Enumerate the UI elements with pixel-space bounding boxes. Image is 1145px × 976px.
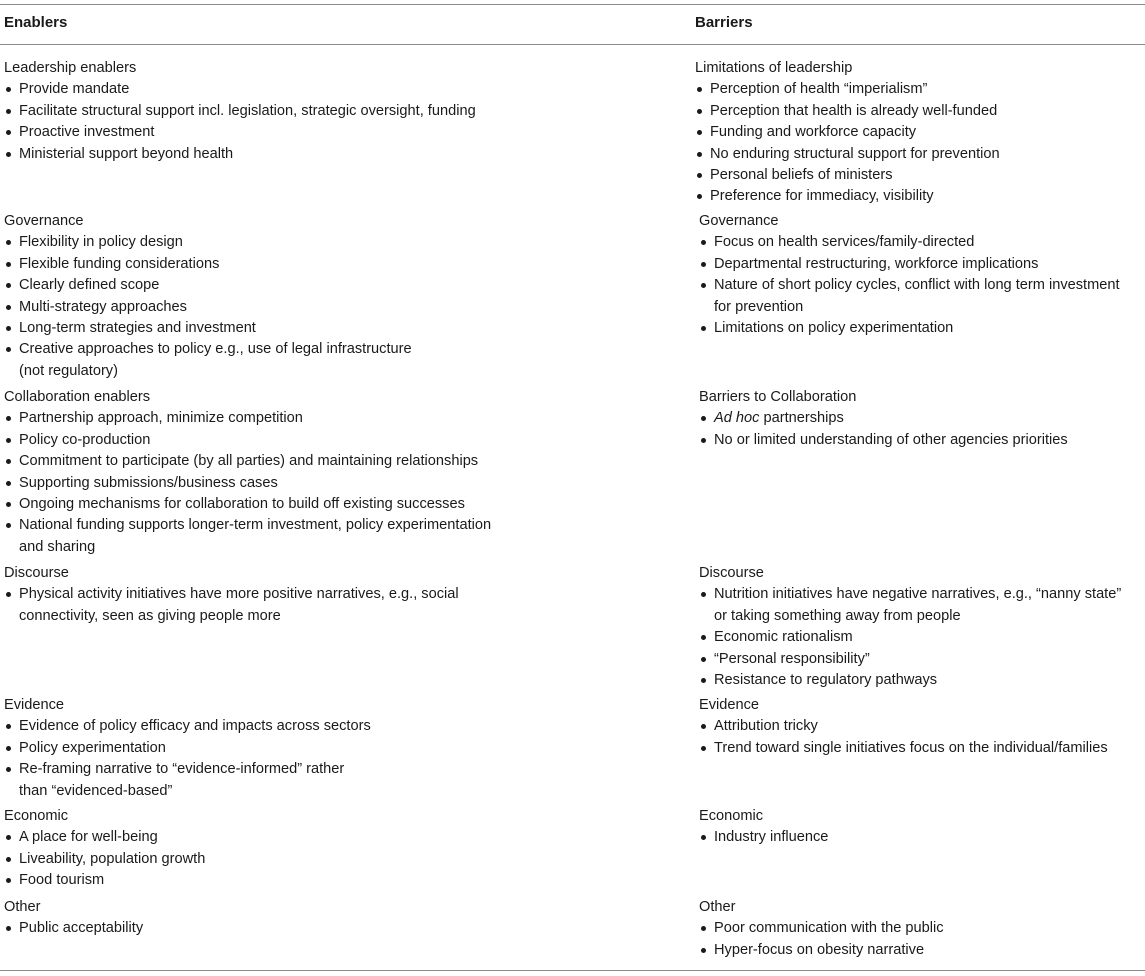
- bullet-list: [4, 918, 143, 939]
- list-item-text: Evidence of policy efficacy and impacts across sectors: [19, 718, 371, 735]
- list-item-text: Focus on health services/family-directed: [714, 234, 975, 251]
- list-item: [699, 649, 1121, 670]
- barriers-section-governance: [699, 211, 1120, 339]
- list-item: [4, 79, 476, 100]
- barriers-section-other: [699, 897, 944, 961]
- list-item: [4, 738, 371, 759]
- barriers-section-limitations-of-leadership: [695, 58, 1000, 208]
- section-heading: Limitations of leadership: [695, 60, 853, 76]
- list-item-text: Perception that health is already well-funded: [710, 102, 998, 119]
- list-item: [695, 122, 1000, 143]
- section-heading: Governance: [4, 213, 84, 229]
- list-item: [4, 827, 205, 848]
- enablers-column-header: Enablers: [4, 14, 68, 31]
- list-item-text: Hyper-focus on obesity narrative: [714, 941, 925, 958]
- bullet-list: [699, 716, 1108, 759]
- list-item: [699, 627, 1121, 648]
- barriers-section-discourse: [699, 563, 1121, 691]
- list-item-text: Nature of short policy cycles, conflict with long term investment: [714, 277, 1120, 294]
- header-rule: [0, 44, 1145, 45]
- top-rule: [0, 4, 1145, 5]
- list-item: [4, 870, 205, 891]
- section-heading: Evidence: [699, 697, 760, 713]
- bullet-list: [4, 827, 205, 891]
- section-heading: Economic: [699, 808, 764, 824]
- enablers-section-discourse: [4, 563, 459, 627]
- list-item: [699, 430, 1068, 451]
- list-item: [695, 144, 1000, 165]
- list-item: [4, 297, 412, 318]
- list-item-text: Ad hoc partnerships: [714, 410, 844, 427]
- bullet-list: [4, 408, 491, 558]
- list-item-text: No enduring structural support for prevention: [710, 145, 1000, 162]
- list-item-text: Policy co-production: [19, 431, 151, 448]
- list-item-text: A place for well-being: [19, 829, 158, 846]
- list-item-text: Provide mandate: [19, 81, 130, 98]
- bullet-list: [699, 584, 1121, 691]
- barriers-section-economic: [699, 806, 828, 849]
- list-item-text: Ministerial support beyond health: [19, 145, 234, 162]
- list-item-text: Commitment to participate (by all parties) and maintaining relationships: [19, 453, 479, 470]
- list-item: [699, 670, 1121, 691]
- list-item: [4, 918, 143, 939]
- list-item-text: Perception of health “imperialism”: [710, 81, 928, 98]
- list-item-text: Industry influence: [714, 829, 829, 846]
- list-item-text: Flexible funding considerations: [19, 255, 220, 272]
- list-item: [699, 275, 1120, 318]
- list-item-text: Physical activity initiatives have more positive narratives, e.g., social: [19, 586, 459, 603]
- bullet-list: [4, 584, 459, 627]
- list-item-text: and sharing: [19, 538, 96, 555]
- section-heading: Discourse: [699, 565, 764, 581]
- enablers-section-governance: [4, 211, 412, 382]
- list-item: [4, 318, 412, 339]
- list-item-text: Resistance to regulatory pathways: [714, 672, 938, 689]
- list-item-text: Economic rationalism: [714, 629, 853, 646]
- list-item-text: Preference for immediacy, visibility: [710, 188, 934, 205]
- list-item-text: Poor communication with the public: [714, 920, 944, 937]
- list-item: [699, 254, 1120, 275]
- list-item-text: Facilitate structural support incl. legislation, strategic oversight, funding: [19, 102, 476, 119]
- list-item: [699, 318, 1120, 339]
- section-heading: Collaboration enablers: [4, 389, 151, 405]
- list-item-text: Personal beliefs of ministers: [710, 167, 893, 184]
- list-item-text: Departmental restructuring, workforce implications: [714, 255, 1039, 272]
- list-item: [699, 408, 1068, 429]
- list-item-text: Liveability, population growth: [19, 850, 206, 867]
- list-item-text: Public acceptability: [19, 920, 144, 937]
- list-item-text: than “evidenced-based”: [19, 782, 173, 799]
- list-item: [695, 186, 1000, 207]
- list-item: [699, 918, 944, 939]
- list-item: [699, 232, 1120, 253]
- list-item-text: Re-framing narrative to “evidence-informed” rather: [19, 761, 345, 778]
- enablers-section-economic: [4, 806, 205, 892]
- list-item-text: Clearly defined scope: [19, 277, 160, 294]
- bullet-list: [4, 79, 476, 165]
- list-item-text: Flexibility in policy design: [19, 234, 183, 251]
- list-item-text: Ongoing mechanisms for collaboration to build off existing successes: [19, 496, 465, 513]
- list-item-text: Trend toward single initiatives focus on the individual/families: [714, 739, 1108, 756]
- bullet-list: [699, 408, 1068, 451]
- enablers-section-evidence: [4, 695, 371, 802]
- bullet-list: [699, 827, 828, 848]
- list-item-text: Limitations on policy experimentation: [714, 320, 954, 337]
- list-item-text: Creative approaches to policy e.g., use of legal infrastructure: [19, 341, 412, 358]
- list-item: [4, 759, 371, 802]
- list-item-text: Supporting submissions/business cases: [19, 474, 278, 491]
- list-item: [4, 584, 459, 627]
- section-heading: Governance: [699, 213, 779, 229]
- bullet-list: [695, 79, 1000, 207]
- list-item-text: connectivity, seen as giving people more: [19, 607, 281, 624]
- list-item: [4, 101, 476, 122]
- section-heading: Discourse: [4, 565, 69, 581]
- bottom-rule: [0, 970, 1145, 971]
- list-item: [4, 430, 491, 451]
- list-item-text: Multi-strategy approaches: [19, 298, 187, 315]
- list-item: [699, 716, 1108, 737]
- list-item: [699, 738, 1108, 759]
- list-item-text: National funding supports longer-term investment, policy experimentation: [19, 517, 492, 534]
- barriers-column-header: Barriers: [695, 14, 753, 31]
- enablers-section-other: [4, 897, 143, 940]
- list-item: [4, 473, 491, 494]
- list-item: [4, 494, 491, 515]
- barriers-section-evidence: [699, 695, 1108, 759]
- list-item: [4, 339, 412, 382]
- enablers-section-leadership-enablers: [4, 58, 476, 165]
- section-heading: Evidence: [4, 697, 65, 713]
- list-item-text: for prevention: [714, 298, 804, 315]
- list-item: [695, 101, 1000, 122]
- list-item-text: Nutrition initiatives have negative narratives, e.g., “nanny state”: [714, 586, 1122, 603]
- list-item: [699, 827, 828, 848]
- list-item: [695, 79, 1000, 100]
- section-heading: Economic: [4, 808, 69, 824]
- bullet-list: [4, 716, 371, 802]
- list-item-text: Food tourism: [19, 872, 105, 889]
- list-item: [4, 408, 491, 429]
- list-item: [4, 716, 371, 737]
- list-item-text: Partnership approach, minimize competition: [19, 410, 303, 427]
- bullet-list: [699, 918, 944, 961]
- list-item: [699, 584, 1121, 627]
- section-heading: Other: [699, 899, 736, 915]
- list-item: [699, 940, 944, 961]
- list-item-text: Long-term strategies and investment: [19, 320, 256, 337]
- section-heading: Other: [4, 899, 41, 915]
- list-item: [4, 451, 491, 472]
- list-item-text: Proactive investment: [19, 124, 155, 141]
- barriers-section-barriers-to-collaboration: [699, 387, 1068, 451]
- bullet-list: [699, 232, 1120, 339]
- list-item: [4, 275, 412, 296]
- list-item-text: “Personal responsibility”: [714, 650, 870, 667]
- bullet-list: [4, 232, 412, 382]
- list-item: [4, 254, 412, 275]
- list-item: [4, 849, 205, 870]
- list-item-text: or taking something away from people: [714, 607, 961, 624]
- list-item-text: Funding and workforce capacity: [710, 124, 917, 141]
- list-item: [4, 515, 491, 558]
- list-item-text: Attribution tricky: [714, 718, 818, 735]
- list-item: [4, 122, 476, 143]
- section-heading: Barriers to Collaboration: [699, 389, 857, 405]
- section-heading: Leadership enablers: [4, 60, 137, 76]
- list-item-text: (not regulatory): [19, 362, 118, 379]
- list-item: [695, 165, 1000, 186]
- list-item-text: Policy experimentation: [19, 739, 166, 756]
- list-item-text: No or limited understanding of other agencies priorities: [714, 431, 1068, 448]
- list-item: [4, 232, 412, 253]
- enablers-section-collaboration-enablers: [4, 387, 491, 558]
- list-item: [4, 144, 476, 165]
